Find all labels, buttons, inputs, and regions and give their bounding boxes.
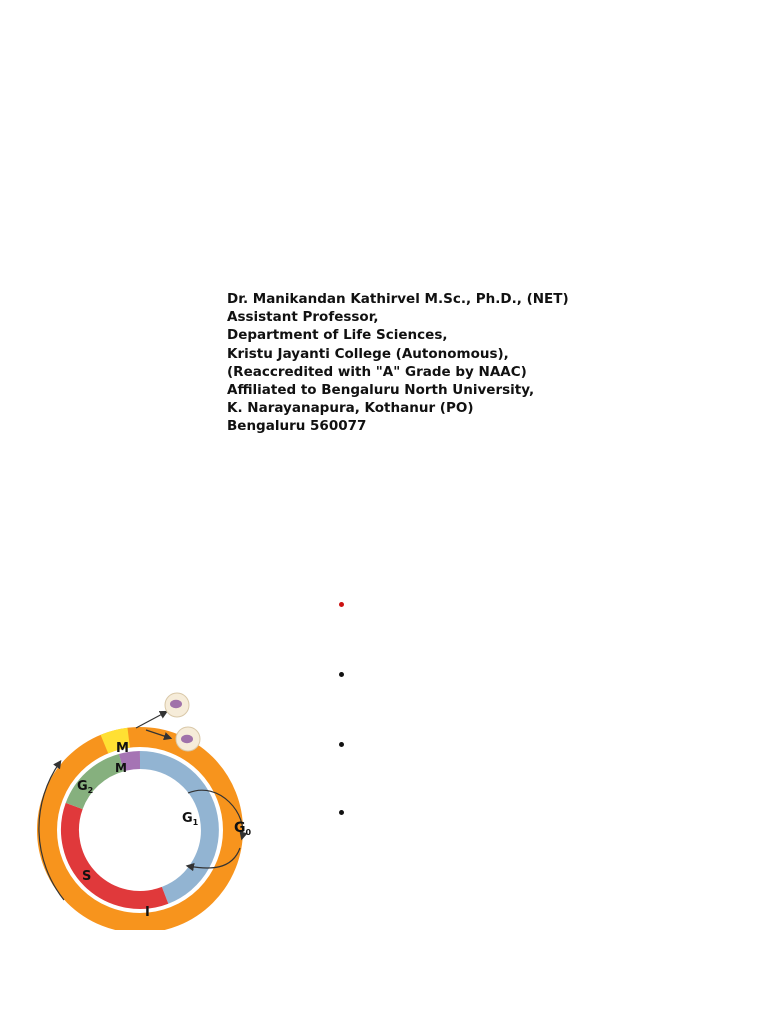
g2-label: $G_2$ [77, 779, 94, 795]
author-info-block [227, 290, 647, 436]
g0-label: $G_0$ [234, 820, 252, 837]
cell-cycle-diagram [20, 690, 280, 930]
author-name: Dr. Manikandan Kathirvel M.Sc., Ph.D., (NET) [227, 291, 569, 307]
s-phase-label: S [82, 869, 92, 884]
bullet-point-3 [339, 742, 344, 747]
author-affiliation: Affiliated to Bengaluru North University, [227, 382, 535, 399]
bullet-point-2 [339, 672, 344, 677]
s-phase-segment [70, 806, 165, 900]
mitosis-inner-label: M [115, 761, 127, 775]
author-title: Assistant Professor, [227, 309, 379, 326]
author-address: K. Narayanapura, Kothanur (PO) [227, 400, 474, 417]
daughter-cell-nucleus-upper [170, 700, 182, 708]
author-college: Kristu Jayanti College (Autonomous), [227, 345, 509, 362]
g1-phase-segment [140, 760, 210, 895]
mitosis-outer-label: M [116, 741, 129, 756]
author-department: Department of Life Sciences, [227, 327, 448, 344]
daughter-cell-arrow-upper [136, 712, 166, 728]
author-city: Bengaluru 560077 [227, 418, 367, 435]
daughter-cell-nucleus-lower [181, 735, 193, 743]
author-accreditation: (Reaccredited with "A" Grade by NAAC) [227, 363, 527, 380]
interphase-label: I [145, 905, 150, 920]
bullet-point-1 [339, 602, 344, 607]
bullet-point-4 [339, 810, 344, 815]
g1-label: $G_1$ [182, 811, 199, 827]
